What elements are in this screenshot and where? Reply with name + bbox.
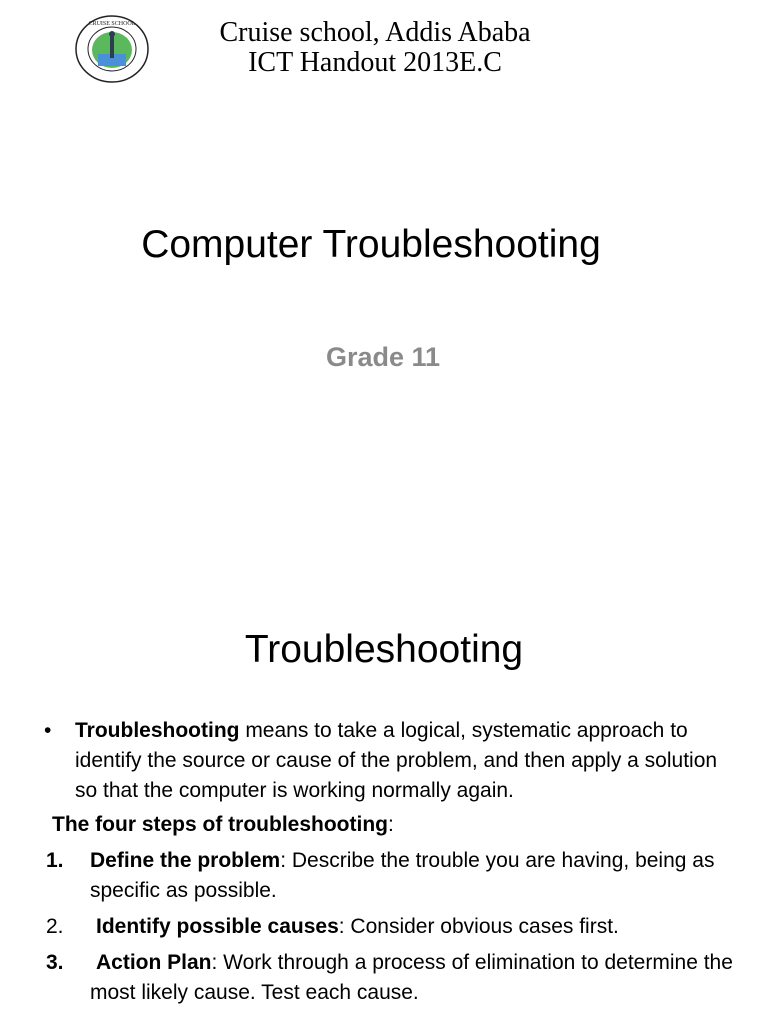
step-item xyxy=(44,846,744,906)
handout-title: ICT Handout 2013E.C xyxy=(248,47,502,78)
school-name: Cruise school, Addis Ababa xyxy=(219,17,531,48)
svg-text:CRUISE SCHOOL: CRUISE SCHOOL xyxy=(88,21,136,27)
step-number: 1. xyxy=(46,849,64,872)
step-term: Identify possible causes xyxy=(96,915,339,938)
definition-term: Troubleshooting xyxy=(75,719,240,742)
step-text: : Describe the trouble you are having, being as specific as possible. xyxy=(90,849,715,902)
slide2-title: Troubleshooting xyxy=(244,628,524,671)
document-header xyxy=(0,0,768,90)
step-number: 2. xyxy=(46,915,64,938)
step-text: : Work through a process of elimination to determine the most likely cause. Test each cause. xyxy=(90,951,733,1004)
step-item xyxy=(44,912,744,942)
school-logo-icon xyxy=(74,14,150,84)
steps-heading-suffix: : xyxy=(387,813,394,836)
step-text: : Consider obvious cases first. xyxy=(338,915,619,938)
slide2-content xyxy=(44,716,744,1008)
slide1-subtitle: Grade 11 xyxy=(325,342,441,372)
steps-heading-term: The four steps of troubleshooting xyxy=(52,813,388,836)
definition-bullet xyxy=(44,716,744,806)
bullet-icon: • xyxy=(44,719,52,742)
definition-text: means to take a logical, systematic approach to identify the source or cause of the problem, and then apply a solution so that the computer is working normally again. xyxy=(75,719,718,802)
step-number: 3. xyxy=(46,951,64,974)
step-term: Action Plan xyxy=(96,951,212,974)
slide1-title: Computer Troubleshooting xyxy=(141,223,601,266)
steps-heading xyxy=(44,810,744,840)
header-text xyxy=(160,18,590,78)
step-term: Define the problem xyxy=(90,849,281,872)
step-item xyxy=(44,948,744,1008)
